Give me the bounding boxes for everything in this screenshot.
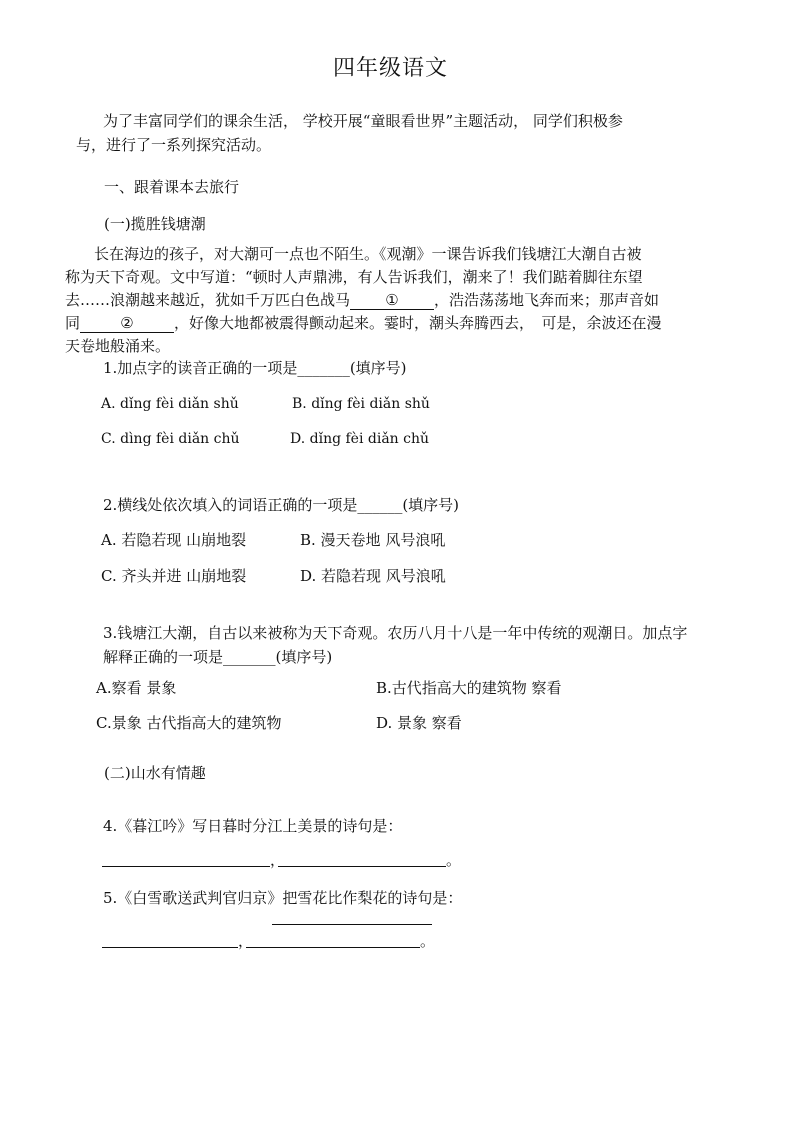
passage-line-1: 长在海边的孩子，对大潮可一点也不陌生。《观潮》一课告诉我们钱塘江大潮自古被 bbox=[94, 245, 642, 263]
question-5-stem: 5.《白雪歌送武判官归京》把雪花比作梨花的诗句是： bbox=[103, 889, 463, 907]
answer-line-4b[interactable] bbox=[278, 866, 446, 867]
fill-blank-1[interactable]: ① bbox=[350, 291, 434, 310]
passage-text: 去……浪潮越来越近，犹如千万匹白色战马 bbox=[65, 291, 351, 309]
question-1-option-b[interactable]: B. dǐng fèi diǎn shǔ bbox=[292, 396, 430, 412]
question-4-stem: 4.《暮江吟》写日暮时分江上美景的诗句是： bbox=[103, 817, 403, 835]
answer-separator: ， bbox=[238, 932, 254, 950]
passage-line-3 bbox=[65, 289, 659, 310]
passage-line-4 bbox=[65, 312, 662, 333]
passage-line-2: 称为天下奇观。文中写道：“顿时人声鼎沸，有人告诉我们，潮来了！我们踮着脚往东望 bbox=[65, 268, 643, 286]
intro-line-2: 与，进行了一系列探究活动。 bbox=[76, 136, 272, 154]
question-3-stem-line-1: 3.钱塘江大潮，自古以来被称为天下奇观。农历八月十八是一年中传统的观潮日。加点字 bbox=[103, 624, 688, 642]
question-3-option-b[interactable]: B.古代指高大的建筑物 察看 bbox=[376, 679, 562, 697]
question-3-option-c[interactable]: C.景象 古代指高大的建筑物 bbox=[96, 714, 282, 732]
page-title: 四年级语文 bbox=[333, 56, 449, 81]
intro-line-1: 为了丰富同学们的课余生活， 学校开展“童眼看世界”主题活动， 同学们积极参 bbox=[103, 112, 623, 130]
passage-text: 同 bbox=[65, 314, 81, 332]
question-1-option-d[interactable]: D. dǐng fèi diǎn chǔ bbox=[290, 431, 430, 447]
passage-text: ，好像大地都被震得颤动起来。霎时，潮头奔腾西去， 可是，余波还在漫 bbox=[174, 314, 662, 332]
passage-line-5: 天卷地般涌来。 bbox=[65, 337, 171, 355]
question-2-option-c[interactable]: C. 齐头并进 山崩地裂 bbox=[101, 567, 247, 585]
answer-end-mark: 。 bbox=[420, 932, 436, 950]
subsection-heading-1: (一)揽胜钱塘潮 bbox=[104, 215, 206, 233]
answer-line-5-extra[interactable] bbox=[272, 924, 432, 925]
answer-separator: ， bbox=[270, 851, 286, 869]
answer-line-5a[interactable] bbox=[102, 947, 238, 948]
answer-line-5b[interactable] bbox=[246, 947, 420, 948]
answer-line-4a[interactable] bbox=[102, 866, 270, 867]
question-1-option-c[interactable]: C. dìng fèi diǎn chǔ bbox=[101, 431, 240, 447]
section-heading: 一、跟着课本去旅行 bbox=[104, 178, 240, 196]
question-1-option-a[interactable]: A. dǐng fèi diǎn shǔ bbox=[101, 396, 239, 412]
question-2-option-d[interactable]: D. 若隐若现 风号浪吼 bbox=[300, 567, 446, 585]
answer-end-mark: 。 bbox=[446, 851, 462, 869]
subsection-heading-2: (二)山水有情趣 bbox=[104, 764, 206, 782]
question-3-option-d[interactable]: D. 景象 察看 bbox=[376, 714, 462, 732]
question-1-stem: 1.加点字的读音正确的一项是_______(填序号) bbox=[103, 359, 407, 377]
passage-text: ，浩浩荡荡地飞奔而来；那声音如 bbox=[434, 291, 660, 309]
question-2-stem: 2.横线处依次填入的词语正确的一项是______(填序号) bbox=[103, 496, 460, 514]
fill-blank-2[interactable]: ② bbox=[80, 314, 174, 333]
question-3-option-a[interactable]: A.察看 景象 bbox=[96, 679, 177, 697]
question-3-stem-line-2: 解释正确的一项是_______(填序号) bbox=[103, 648, 333, 666]
question-2-option-b[interactable]: B. 漫天卷地 风号浪吼 bbox=[300, 531, 446, 549]
question-2-option-a[interactable]: A. 若隐若现 山崩地裂 bbox=[101, 531, 247, 549]
